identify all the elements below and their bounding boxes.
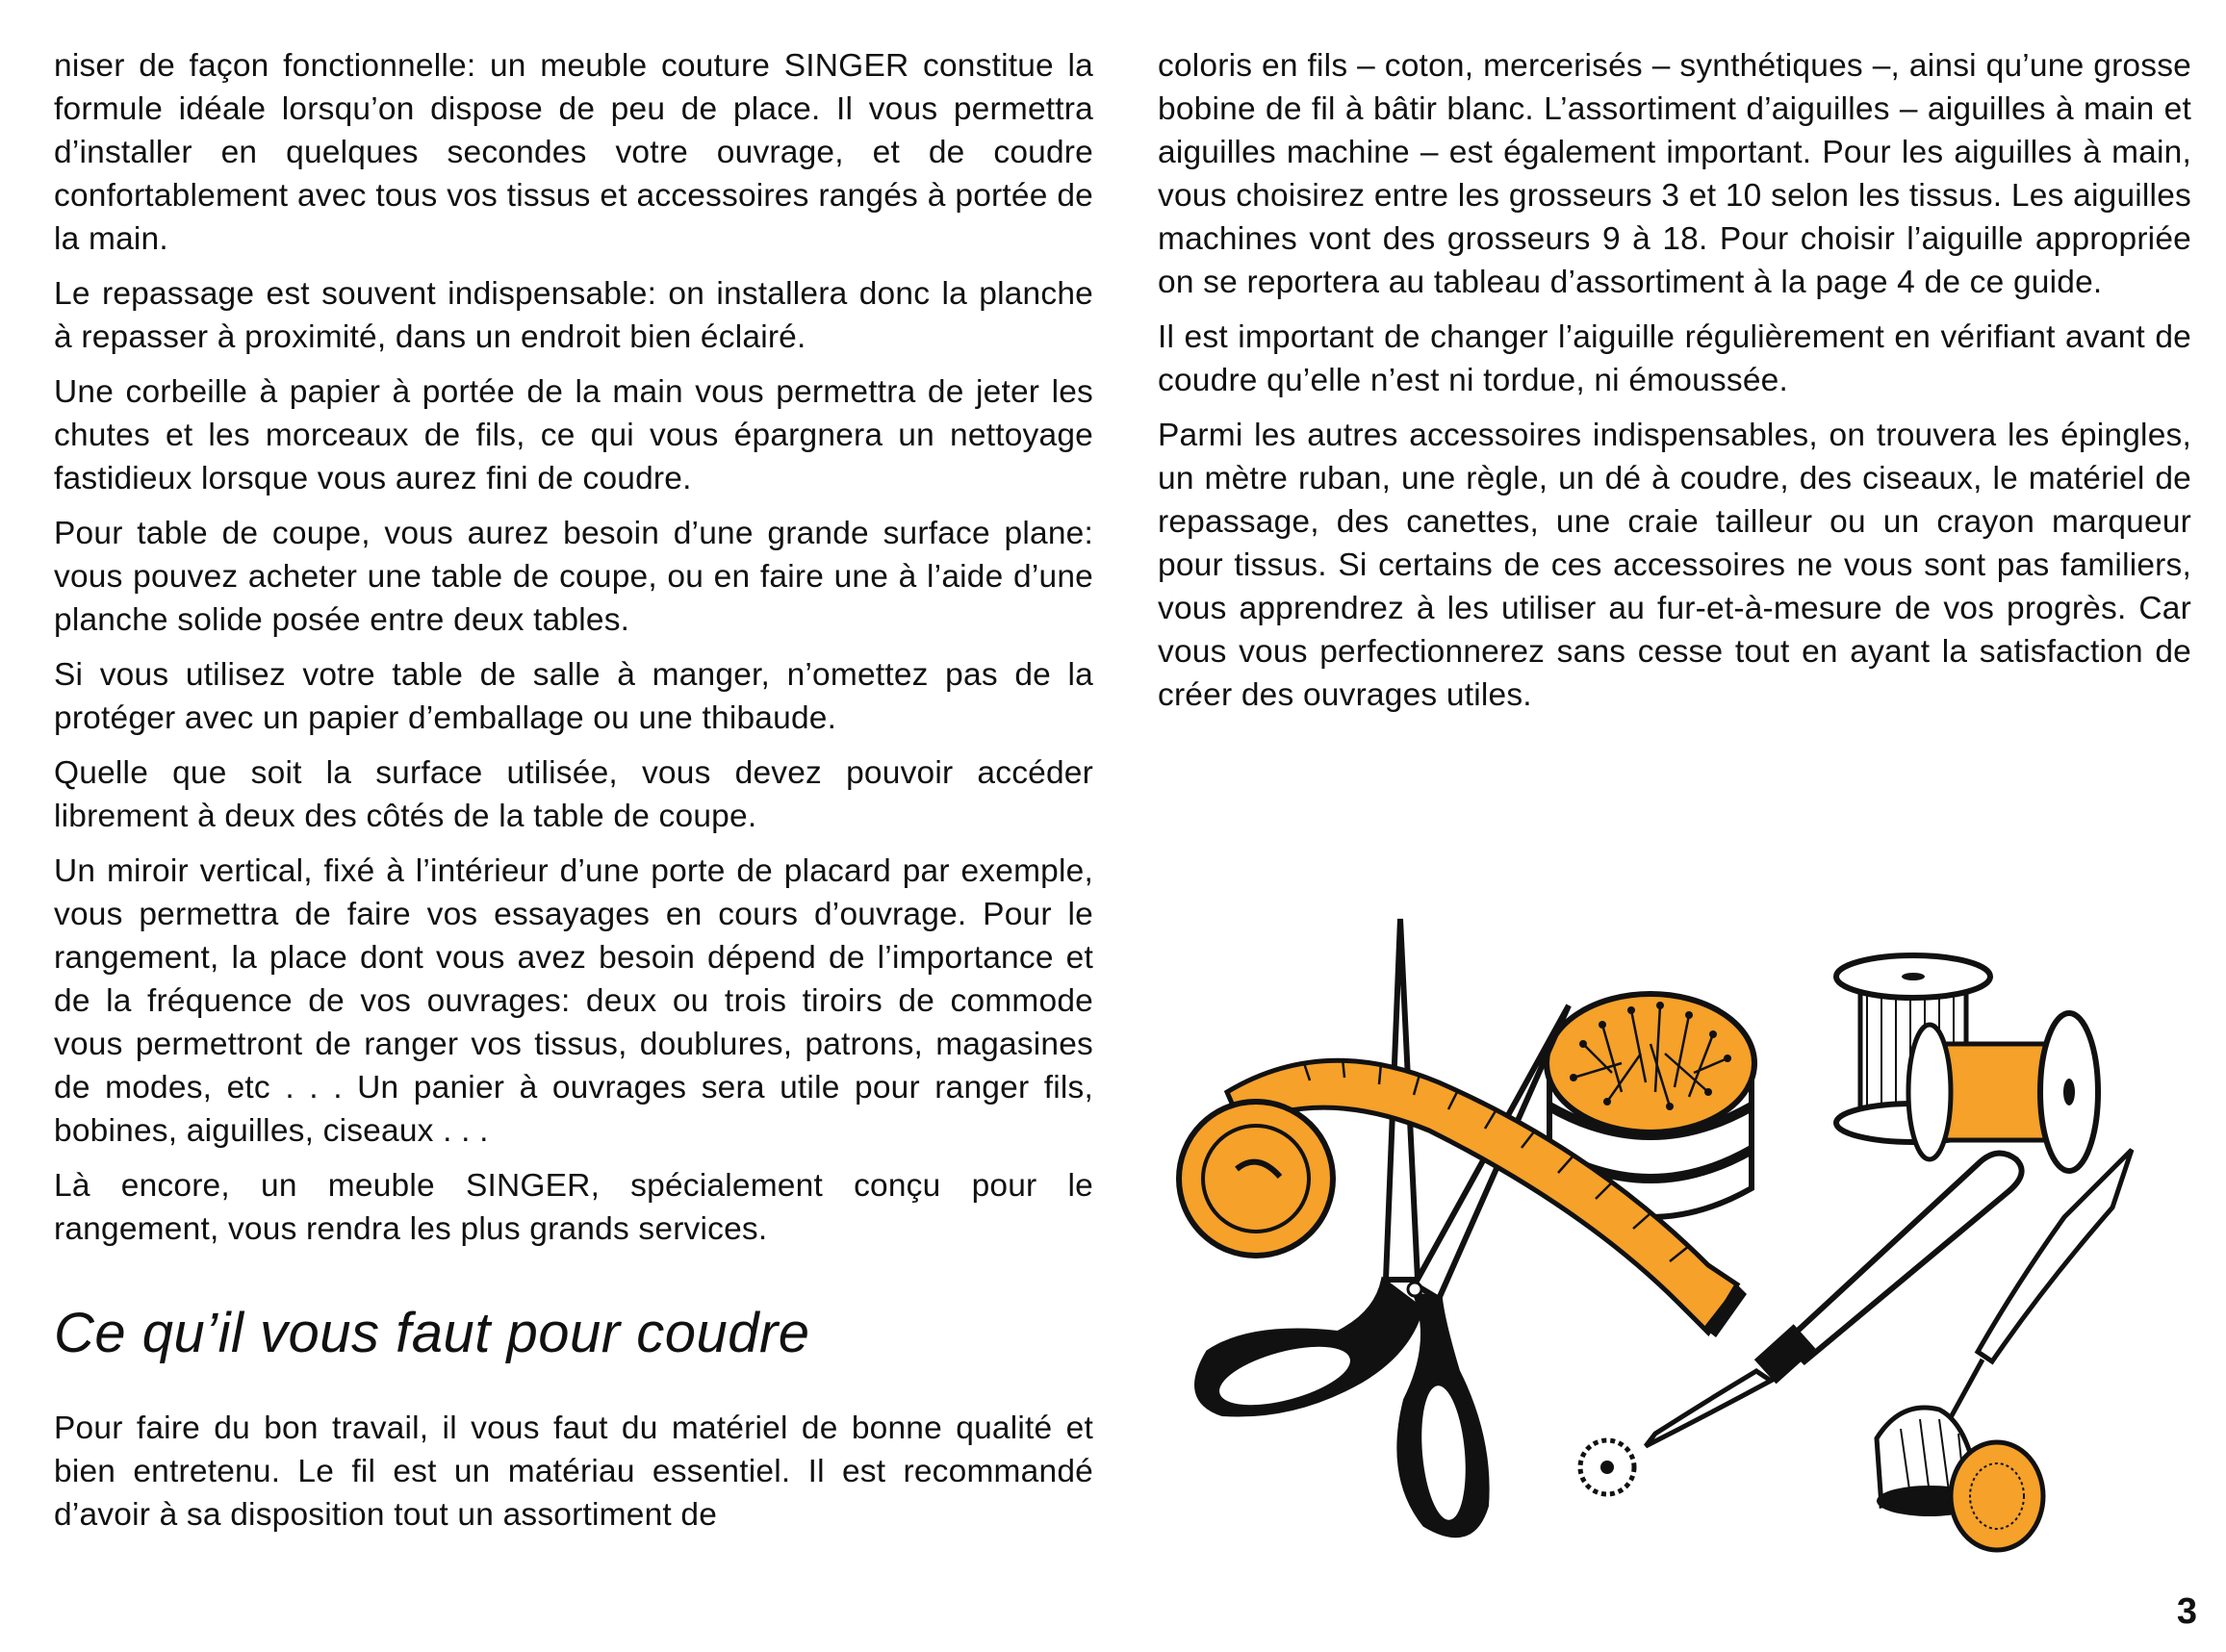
body-paragraph: Le repassage est souvent indispensable: on installera donc la planche à repasser à proximité, dans un endroit bien éclairé. (54, 276, 1093, 355)
body-paragraph: Pour table de coupe, vous aurez besoin d’une grande surface plane: vous pouvez acheter une table de coupe, ou en faire une à l’aide d’une planche solide posée entre deux tables. (54, 516, 1093, 638)
body-paragraph: Pour faire du bon travail, il vous faut du matériel de bonne qualité et bien entretenu. Le fil est un matériau essentiel. Il est recommandé d’avoir à sa disposition tout un assortiment de (54, 1411, 1093, 1533)
body-paragraph: Là encore, un meuble SINGER, spécialement conçu pour le rangement, vous rendra les plus grands services. (54, 1168, 1093, 1247)
thimble-icon (1877, 1408, 2043, 1550)
body-paragraph: coloris en fils – coton, mercerisés – synthétiques –, ainsi qu’une grosse bobine de fil à bâtir blanc. L’assortiment d’aiguilles – aiguilles à main et aiguilles machine – est également important. Pour les aiguilles à main, vous choisirez entre les grosseurs 3 et 10 selon les tissus. Les aiguilles machines vont des grosseurs 9 à 18. Pour choisir l’aiguille appropriée on se reportera au tableau d’assortiment à la page 4 de ce guide. (1158, 48, 2191, 300)
body-paragraph: Un miroir vertical, fixé à l’intérieur d’une porte de placard par exemple, vous permettra de faire vos essayages en cours d’ouvrage. Pour le rangement, la place dont vous avez besoin dépend de l’importance et de la fréquence de vos ouvrages: deux ou trois tiroirs de commode vous permettront de ranger vos tissus, doublures, patrons, magasines de modes, etc . . . Un panier à ouvrages sera utile pour ranger fils, bobines, aiguilles, ciseaux . . . (54, 853, 1093, 1149)
body-paragraph: Parmi les autres accessoires indispensables, on trouvera les épingles, un mètre ruban, une règle, un dé à coudre, des ciseaux, le matériel de repassage, des canettes, une craie tailleur ou un crayon marqueur pour tissus. Si certains de ces accessoires ne vous sont pas familiers, vous apprendrez à les utiliser au fur-et-à-mesure de vos progrès. Car vous vous perfectionnerez sans cesse tout en ayant la satisfaction de créer des ouvrages utiles. (1158, 418, 2191, 713)
body-paragraph: niser de façon fonctionnelle: un meuble couture SINGER constitue la formule idéale lorsqu’on dispose de peu de place. Il vous permettra d’installer en quelques secondes votre ouvrage, et de coudre confortablement avec tous vos tissus et accessoires rangés à portée de la main. (54, 48, 1093, 257)
body-paragraph: Il est important de changer l’aiguille régulièrement en vérifiant avant de coudre qu’elle n’est ni tordue, ni émoussée. (1158, 319, 2191, 398)
body-paragraph: Si vous utilisez votre table de salle à manger, n’omettez pas de la protéger avec un papier d’emballage ou une thibaude. (54, 657, 1093, 736)
page-number: 3 (2176, 1591, 2197, 1632)
right-column (1158, 44, 2191, 728)
body-paragraph: Une corbeille à papier à portée de la main vous permettra de jeter les chutes et les morceaux de fils, ce qui vous épargnera un nettoyage fastidieux lorsque vous aurez fini de coudre. (54, 374, 1093, 496)
left-column (54, 44, 1093, 1548)
thread-spool-icon (1836, 955, 2098, 1171)
sewing-tools-illustration (1169, 900, 2141, 1573)
section-heading: Ce qu’il vous faut pour coudre (54, 1302, 810, 1364)
body-paragraph: Quelle que soit la surface utilisée, vous devez pouvoir accéder librement à deux des côtés de la table de coupe. (54, 755, 1093, 834)
